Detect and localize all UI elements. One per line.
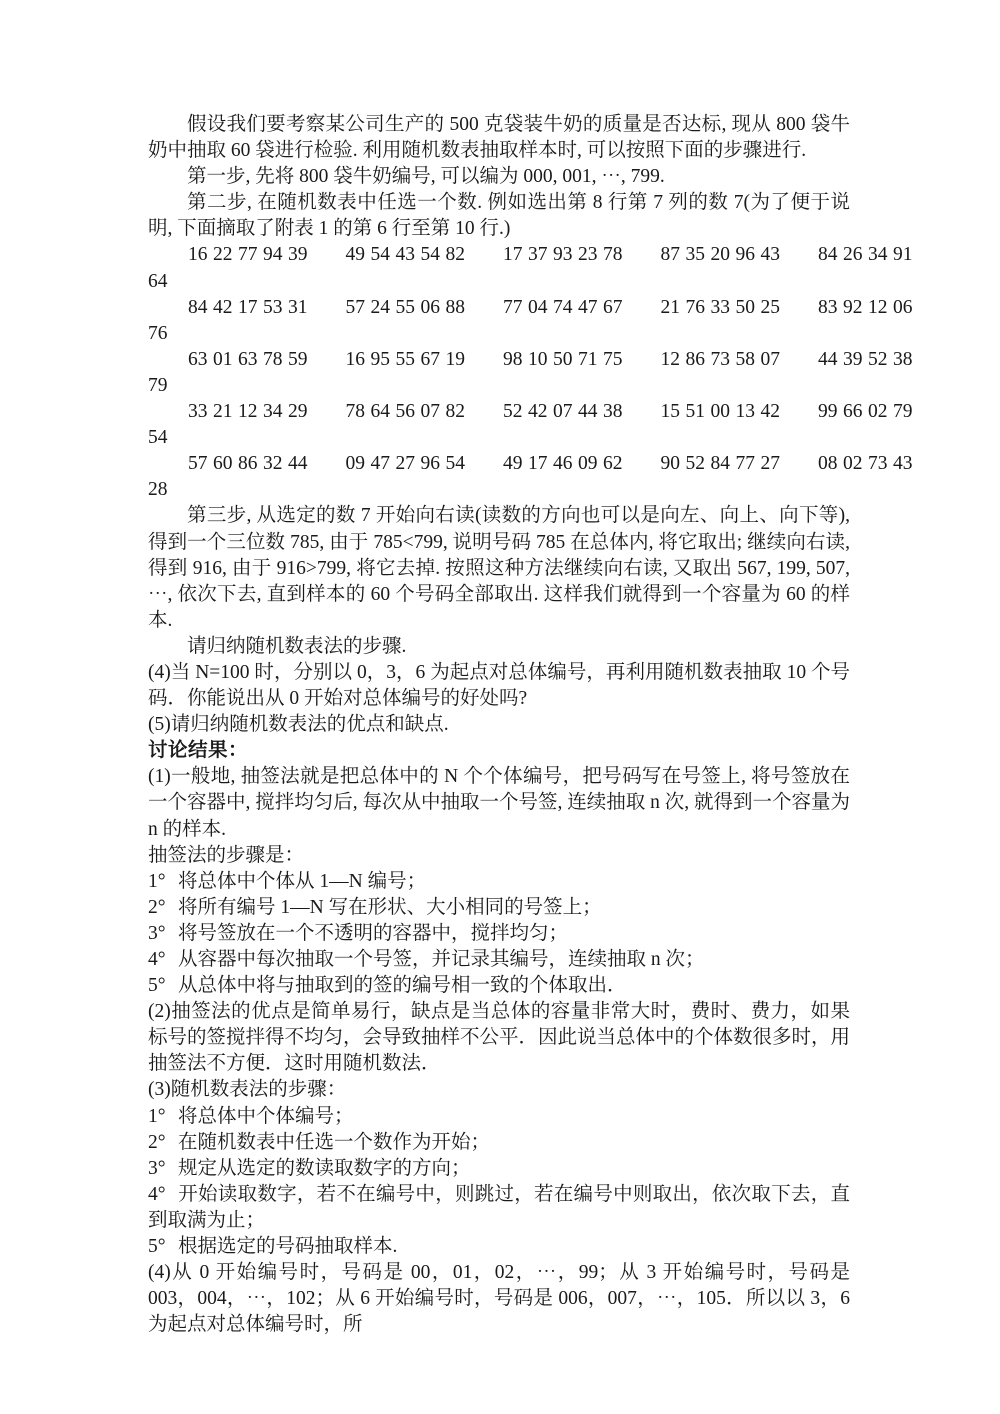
random-number-cell: 62: [603, 453, 623, 475]
random-table-steps-title: (3)随机数表法的步骤：: [148, 1079, 347, 1101]
random-number-group: [188, 453, 308, 474]
lottery-step-item: [148, 947, 850, 973]
random-number-cell: 42: [760, 401, 780, 423]
random-number-cell: 77: [238, 244, 258, 266]
random-number-cell: 33: [188, 401, 208, 423]
random-number-row: [148, 242, 913, 268]
random-number-group: [503, 349, 623, 370]
random-number-cell: 84: [818, 244, 838, 266]
random-number-cell: 32: [263, 453, 283, 475]
random-number-row: [148, 295, 913, 321]
random-number-cell: 84: [188, 296, 208, 318]
random-number-cell: 88: [445, 296, 465, 318]
random-number-cell: 99: [818, 401, 838, 423]
result-item-1: (1)一般地, 抽签法就是把总体中的 N 个个体编号，把号码写在号签上, 将号签放在一个容器中, 搅拌均匀后, 每次从中抽取一个号签, 连续抽取 n 次, 就得到一个容量为 n 的样本.: [148, 766, 851, 840]
lottery-step-text: 从容器中每次抽取一个号签，并记录其编号，连续抽取 n 次；: [178, 949, 705, 970]
random-number-cell: 46: [553, 453, 573, 475]
random-number-cell: 02: [843, 453, 863, 475]
random-number-cell: 07: [760, 348, 780, 370]
random-number-cell: 47: [578, 296, 598, 318]
random-number-cell: 35: [685, 244, 705, 266]
random-number-cell: 06: [420, 296, 440, 318]
random-number-cell: 34: [263, 401, 283, 423]
random-number-cell: 02: [868, 401, 888, 423]
random-number-group: [661, 244, 781, 265]
random-number-row-tail: 54: [148, 427, 168, 449]
lottery-step-item: [148, 869, 850, 895]
random-number-cell: 59: [288, 348, 308, 370]
random-number-cell: 94: [263, 244, 283, 266]
random-number-cell: 38: [603, 401, 623, 423]
random-number-cell: 16: [188, 244, 208, 266]
random-number-group: [503, 401, 623, 422]
random-number-cell: 78: [263, 348, 283, 370]
random-number-cell: 74: [553, 296, 573, 318]
random-number-cell: 50: [735, 296, 755, 318]
random-table-step-marker: 3°: [148, 1157, 166, 1179]
random-number-cell: 43: [760, 244, 780, 266]
random-number-cell: 64: [370, 401, 390, 423]
random-number-cell: 52: [685, 453, 705, 475]
random-number-group: [346, 297, 466, 318]
random-table-step-marker: 2°: [148, 1131, 166, 1153]
random-number-cell: 07: [553, 401, 573, 423]
random-number-group: [818, 297, 913, 318]
random-number-group: [818, 349, 913, 370]
random-number-group: [661, 453, 781, 474]
random-number-cell: 29: [288, 401, 308, 423]
random-number-cell: 78: [603, 244, 623, 266]
random-number-cell: 42: [213, 296, 233, 318]
random-number-cell: 55: [395, 296, 415, 318]
random-number-cell: 51: [685, 401, 705, 423]
random-number-group: [661, 401, 781, 422]
random-number-cell: 43: [395, 244, 415, 266]
lottery-steps-title: 抽签法的步骤是：: [148, 844, 305, 866]
random-number-cell: 52: [503, 401, 523, 423]
random-number-cell: 98: [503, 348, 523, 370]
random-number-group: [661, 349, 781, 370]
random-number-cell: 54: [370, 244, 390, 266]
random-table-step-text: 根据选定的号码抽取样本.: [178, 1236, 398, 1258]
random-number-cell: 84: [710, 453, 730, 475]
random-number-cell: 04: [528, 296, 548, 318]
random-table-step-item: [148, 1156, 850, 1182]
lottery-step-text: 从总体中将与抽取到的签的编号相一致的个体取出．: [178, 975, 627, 997]
random-number-cell: 91: [893, 244, 913, 266]
random-number-cell: 76: [685, 296, 705, 318]
random-number-cell: 50: [553, 348, 573, 370]
random-number-cell: 27: [760, 453, 780, 475]
random-number-cell: 42: [528, 401, 548, 423]
random-number-group: [346, 244, 466, 265]
random-number-cell: 58: [735, 348, 755, 370]
random-number-cell: 78: [345, 401, 365, 423]
random-number-cell: 00: [710, 401, 730, 423]
random-number-group: [346, 349, 466, 370]
random-number-cell: 21: [660, 296, 680, 318]
random-table-step-item: [148, 1182, 850, 1234]
random-number-row-tail: 28: [148, 479, 168, 501]
lottery-step-item: [148, 921, 850, 947]
random-number-cell: 83: [818, 296, 838, 318]
random-number-cell: 57: [188, 453, 208, 475]
random-number-cell: 90: [660, 453, 680, 475]
random-number-cell: 75: [603, 348, 623, 370]
random-number-cell: 31: [288, 296, 308, 318]
random-number-cell: 54: [445, 453, 465, 475]
random-number-cell: 38: [893, 348, 913, 370]
random-number-cell: 77: [503, 296, 523, 318]
random-number-cell: 96: [420, 453, 440, 475]
random-number-table: [148, 242, 913, 503]
random-number-cell: 71: [578, 348, 598, 370]
random-number-row-tail: 76: [148, 322, 168, 344]
random-number-group: [346, 401, 466, 422]
random-number-cell: 63: [238, 348, 258, 370]
question-4: (4)当 N=100 时，分别以 0，3，6 为起点对总体编号，再利用随机数表抽取 10 个号码．你能说出从 0 开始对总体编号的好处吗?: [148, 661, 850, 710]
random-number-cell: 43: [893, 453, 913, 475]
random-table-step-item: [148, 1130, 850, 1156]
random-number-cell: 12: [660, 348, 680, 370]
random-table-step-marker: 1°: [148, 1105, 166, 1127]
random-number-cell: 08: [818, 453, 838, 475]
intro-paragraph-3: 第二步, 在随机数表中任选一个数. 例如选出第 8 行第 7 列的数 7(为了便于说明, 下面摘取了附表 1 的第 6 行至第 10 行.): [148, 192, 850, 240]
random-number-cell: 49: [503, 453, 523, 475]
random-number-cell: 27: [395, 453, 415, 475]
random-number-cell: 67: [603, 296, 623, 318]
random-table-step-text: 将总体中个体编号；: [178, 1105, 354, 1127]
result-item-4: (4)从 0 开始编号时，号码是 00，01，02，⋯，99；从 3 开始编号时，号码是 003，004，⋯，102；从 6 开始编号时，号码是 006，007，⋯，105．所以以 3，6 为起点对总体编号时，所: [148, 1262, 850, 1336]
lottery-step-marker: 3°: [148, 922, 166, 944]
random-number-cell: 13: [735, 401, 755, 423]
random-number-group: [818, 244, 913, 265]
random-number-row-tail: 79: [148, 374, 168, 396]
random-number-cell: 49: [345, 244, 365, 266]
random-number-cell: 60: [213, 453, 233, 475]
random-table-step-item: [148, 1104, 850, 1130]
random-table-step-marker: 5°: [148, 1236, 166, 1258]
random-number-group: [188, 349, 308, 370]
random-number-cell: 73: [710, 348, 730, 370]
random-number-cell: 77: [735, 453, 755, 475]
random-number-cell: 67: [420, 348, 440, 370]
random-number-cell: 24: [370, 296, 390, 318]
random-number-cell: 52: [868, 348, 888, 370]
random-number-cell: 22: [213, 244, 233, 266]
random-number-cell: 21: [213, 401, 233, 423]
random-number-group: [188, 244, 308, 265]
random-number-cell: 34: [868, 244, 888, 266]
random-number-group: [503, 453, 623, 474]
random-number-cell: 56: [395, 401, 415, 423]
random-number-group: [818, 453, 913, 474]
random-number-cell: 19: [445, 348, 465, 370]
random-number-cell: 10: [528, 348, 548, 370]
random-table-step-text: 在随机数表中任选一个数作为开始；: [178, 1131, 491, 1153]
random-number-group: [346, 453, 466, 474]
lottery-step-text: 将总体中个体从 1—N 编号；: [178, 870, 427, 892]
lottery-step-marker: 5°: [148, 975, 166, 997]
lottery-step-marker: 2°: [148, 896, 166, 918]
random-number-cell: 57: [345, 296, 365, 318]
lottery-step-item: [148, 973, 850, 999]
result-item-2: (2)抽签法的优点是简单易行，缺点是当总体的容量非常大时，费时、费力，如果标号的签搅拌得不均匀，会导致抽样不公平．因此说当总体中的个体数很多时，用抽签法不方便．这时用随机数法．: [148, 1001, 851, 1075]
random-number-cell: 39: [288, 244, 308, 266]
random-number-cell: 66: [843, 401, 863, 423]
lottery-steps-list: [148, 869, 850, 999]
random-table-step-marker: 4°: [148, 1183, 166, 1205]
random-number-cell: 79: [893, 401, 913, 423]
random-number-cell: 12: [238, 401, 258, 423]
random-number-row-tail: 64: [148, 270, 168, 292]
random-number-cell: 87: [660, 244, 680, 266]
random-number-cell: 96: [735, 244, 755, 266]
random-number-cell: 15: [660, 401, 680, 423]
random-number-cell: 06: [893, 296, 913, 318]
random-number-group: [503, 244, 623, 265]
random-number-cell: 86: [685, 348, 705, 370]
random-number-group: [188, 297, 308, 318]
random-number-cell: 92: [843, 296, 863, 318]
random-number-cell: 20: [710, 244, 730, 266]
random-number-cell: 17: [503, 244, 523, 266]
random-number-cell: 44: [288, 453, 308, 475]
random-number-cell: 82: [445, 244, 465, 266]
random-number-cell: 12: [868, 296, 888, 318]
lottery-step-marker: 4°: [148, 949, 166, 970]
random-number-row: [148, 451, 913, 477]
random-number-cell: 82: [445, 401, 465, 423]
random-number-cell: 63: [188, 348, 208, 370]
random-number-row: [148, 399, 913, 425]
random-number-cell: 93: [553, 244, 573, 266]
step-three-prompt: 请归纳随机数表法的步骤.: [187, 635, 407, 657]
random-number-cell: 16: [345, 348, 365, 370]
random-number-group: [188, 401, 308, 422]
random-number-cell: 37: [528, 244, 548, 266]
random-table-step-item: [148, 1234, 850, 1260]
random-number-cell: 86: [238, 453, 258, 475]
random-number-cell: 55: [395, 348, 415, 370]
random-number-cell: 09: [578, 453, 598, 475]
random-number-cell: 26: [843, 244, 863, 266]
random-number-cell: 47: [370, 453, 390, 475]
random-number-cell: 95: [370, 348, 390, 370]
random-number-cell: 25: [760, 296, 780, 318]
random-table-step-text: 开始读取数字，若不在编号中，则跳过，若在编号中则取出，依次取下去，直到取满为止；: [148, 1183, 850, 1231]
random-number-cell: 17: [238, 296, 258, 318]
random-table-step-text: 规定从选定的数读取数字的方向；: [178, 1157, 471, 1179]
document-body: [148, 112, 913, 1338]
random-number-cell: 39: [843, 348, 863, 370]
random-number-group: [503, 297, 623, 318]
random-number-row: [148, 347, 913, 373]
random-number-cell: 44: [578, 401, 598, 423]
results-heading: 讨论结果：: [148, 740, 249, 762]
random-number-cell: 33: [710, 296, 730, 318]
random-number-cell: 53: [263, 296, 283, 318]
random-number-cell: 73: [868, 453, 888, 475]
question-5: (5)请归纳随机数表法的优点和缺点.: [148, 714, 449, 736]
lottery-step-text: 将所有编号 1—N 写在形状、大小相同的号签上；: [178, 896, 602, 918]
random-number-cell: 54: [420, 244, 440, 266]
intro-paragraph-1: 假设我们要考察某公司生产的 500 克袋装牛奶的质量是否达标, 现从 800 袋牛奶中抽取 60 袋进行检验. 利用随机数表抽取样本时, 可以按照下面的步骤进行.: [148, 114, 850, 162]
random-number-group: [818, 401, 913, 422]
random-number-cell: 44: [818, 348, 838, 370]
random-number-cell: 17: [528, 453, 548, 475]
random-number-cell: 07: [420, 401, 440, 423]
lottery-step-marker: 1°: [148, 870, 166, 892]
random-number-cell: 09: [345, 453, 365, 475]
random-number-group: [661, 297, 781, 318]
intro-paragraph-2: 第一步, 先将 800 袋牛奶编号, 可以编为 000, 001, ⋯, 799.: [187, 166, 665, 188]
random-number-cell: 01: [213, 348, 233, 370]
lottery-step-item: [148, 895, 850, 921]
lottery-step-text: 将号签放在一个不透明的容器中，搅拌均匀；: [178, 922, 569, 944]
random-number-cell: 23: [578, 244, 598, 266]
random-table-steps-list: [148, 1104, 850, 1261]
step-three-paragraph: 第三步, 从选定的数 7 开始向右读(读数的方向也可以是向左、向上、向下等), 得到一个三位数 785, 由于 785<799, 说明号码 785 在总体内, 将它取出; 继续向右读, 得到 916, 由于 916>799, 将它去掉. 按照这种方法继续向右读, 又取出 567, 199, 507, ⋯, 依次下去, 直到样本的 60 个号码全部取出. 这样我们就得到一个容量为 60 的样本.: [148, 505, 850, 631]
